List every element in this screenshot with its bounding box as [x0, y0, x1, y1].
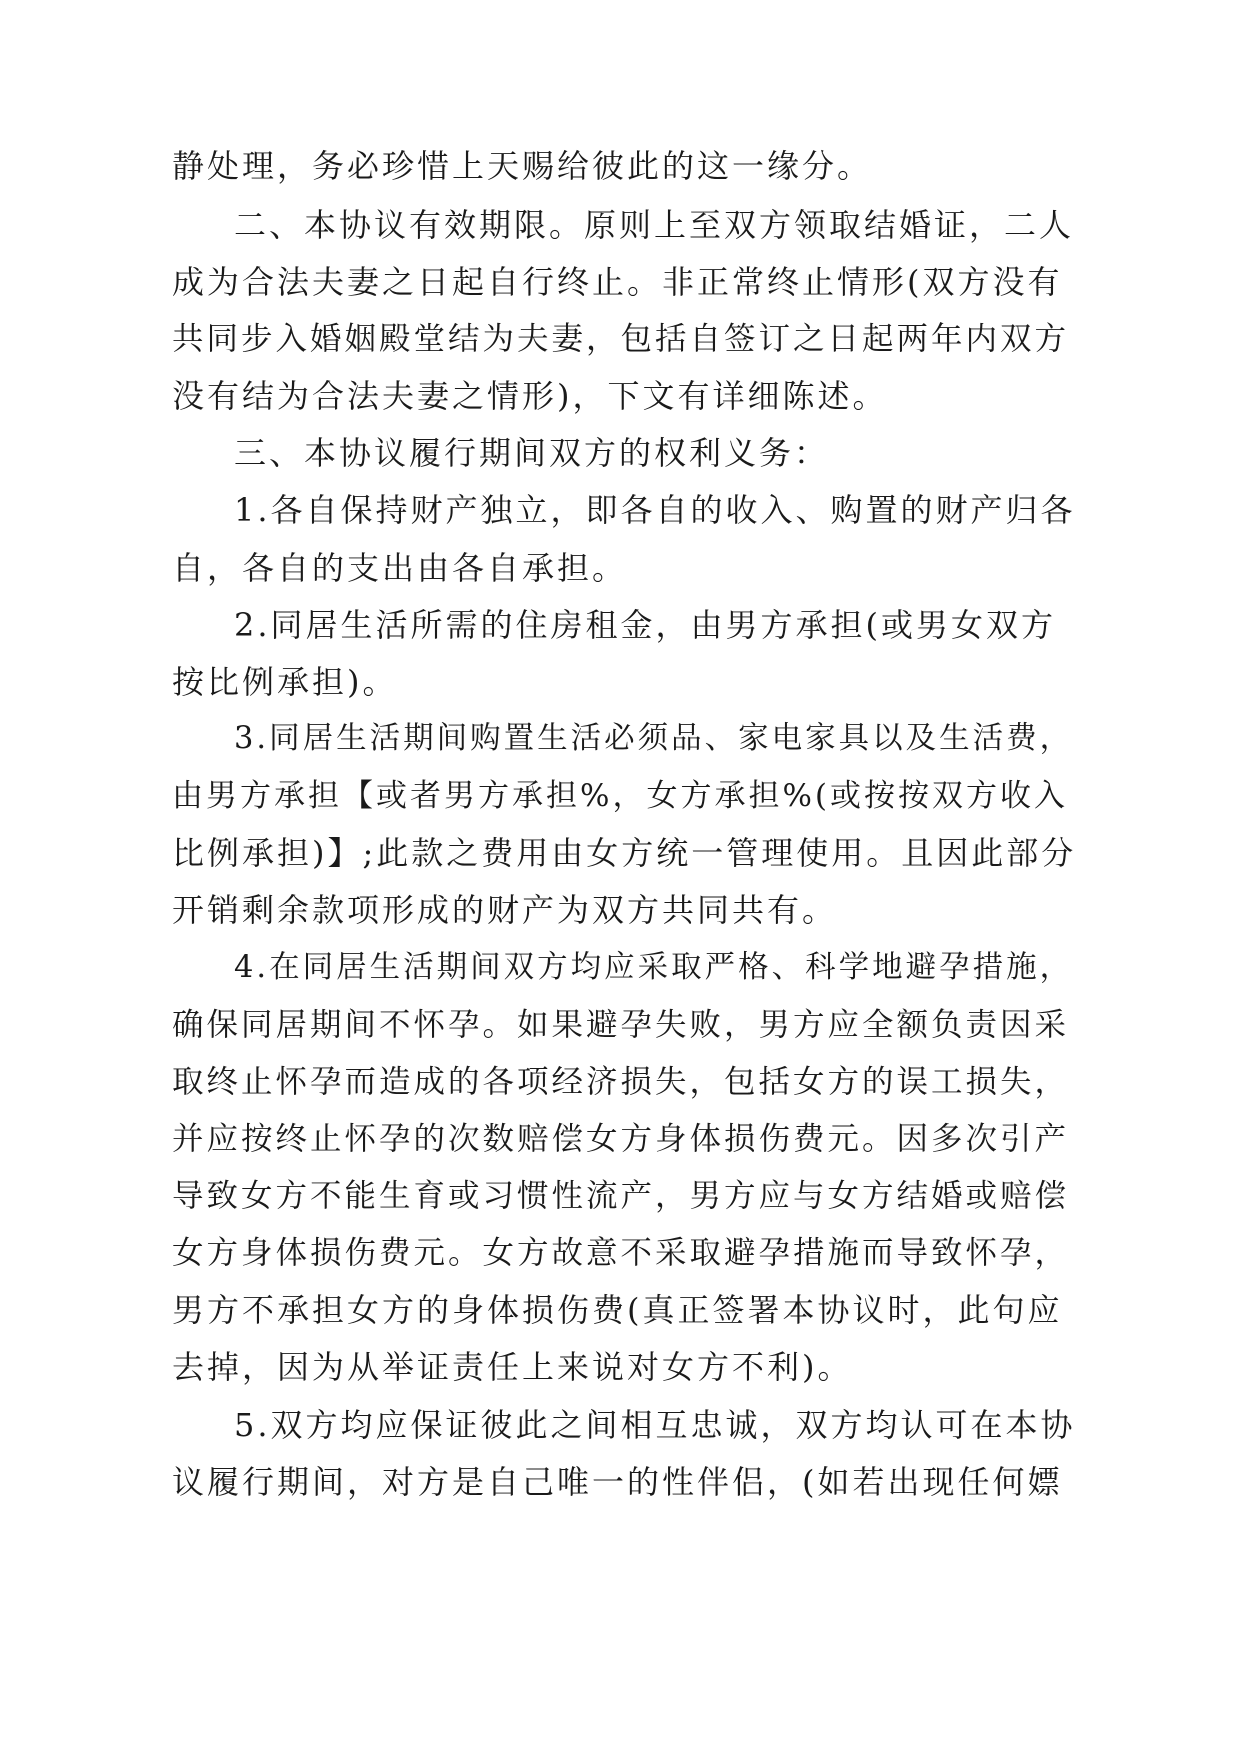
text-line: 1.各自保持财产独立，即各自的收入、购置的财产归各: [234, 491, 1076, 529]
text-line: 导致女方不能生育或习惯性流产，男方应与女方结婚或赔偿: [172, 1178, 1070, 1214]
text-line: 去掉，因为从举证责任上来说对女方不利)。: [172, 1348, 853, 1386]
text-line: 女方身体损伤费元。女方故意不采取避孕措施而导致怀孕，: [172, 1235, 1070, 1271]
text-line: 比例承担)】;此款之费用由女方统一管理使用。且因此部分: [172, 834, 1077, 872]
text-line: 成为合法夫妻之日起自行终止。非正常终止情形(双方没有: [172, 263, 1063, 301]
text-line: 共同步入婚姻殿堂结为夫妻，包括自签订之日起两年内双方: [172, 321, 1070, 357]
text-line: 取终止怀孕而造成的各项经济损失，包括女方的误工损失，: [172, 1064, 1070, 1100]
text-line: 2.同居生活所需的住房租金，由男方承担(或男女双方: [234, 606, 1057, 644]
text-line: 议履行期间，对方是自己唯一的性伴侣，(如若出现任何嫖: [172, 1463, 1063, 1501]
text-line: 3.同居生活期间购置生活必须品、家电家具以及生活费，: [234, 721, 1074, 756]
text-line: 并应按终止怀孕的次数赔偿女方身体损伤费元。因多次引产: [172, 1121, 1070, 1157]
text-line: 确保同居期间不怀孕。如果避孕失败，男方应全额负责因采: [172, 1007, 1070, 1043]
text-line: 开销剩余款项形成的财产为双方共同共有。: [172, 891, 838, 929]
text-line: 自，各自的支出由各自承担。: [172, 549, 628, 587]
text-line: 二、本协议有效期限。原则上至双方领取结婚证，二人: [234, 206, 1075, 244]
text-line: 静处理，务必珍惜上天赐给彼此的这一缘分。: [172, 147, 873, 185]
text-line: 男方不承担女方的身体损伤费(真正签署本协议时，此句应: [172, 1291, 1063, 1329]
text-line: 5.双方均应保证彼此之间相互忠诚，双方均认可在本协: [234, 1406, 1076, 1444]
text-line: 4.在同居生活期间双方均应采取严格、科学地避孕措施，: [234, 950, 1074, 985]
text-line: 没有结为合法夫妻之情形)，下文有详细陈述。: [172, 377, 888, 415]
text-line: 按比例承担)。: [172, 663, 398, 701]
text-line: 三、本协议履行期间双方的权利义务：: [234, 434, 830, 472]
text-line: 由男方承担【或者男方承担%，女方承担%(或按按双方收入: [172, 778, 1069, 814]
